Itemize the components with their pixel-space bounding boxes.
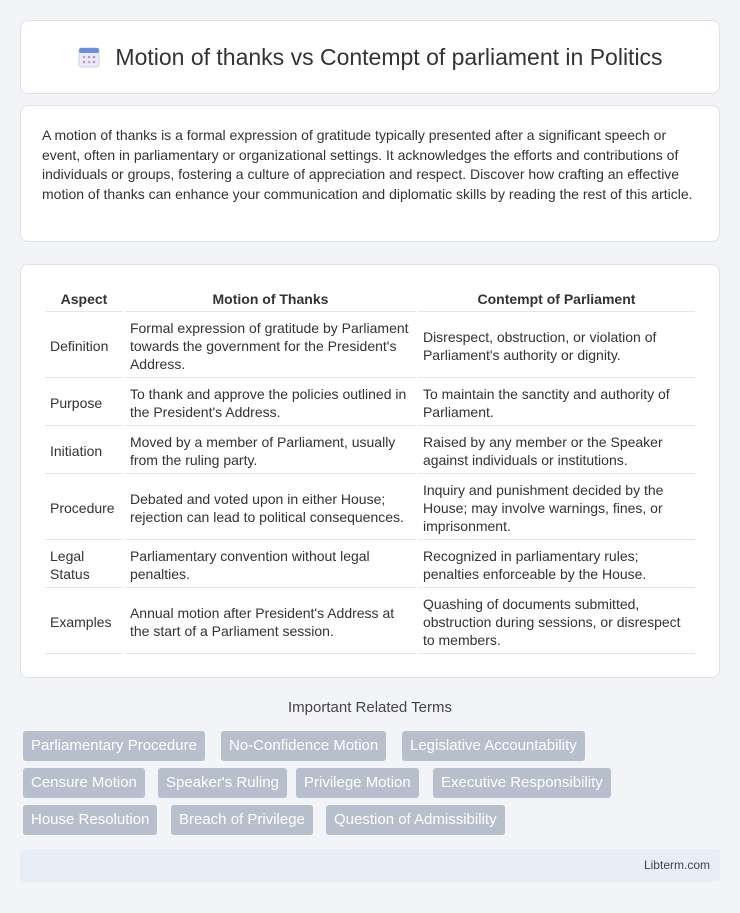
- table-row: [45, 314, 695, 378]
- tag-no-confidence-motion[interactable]: No-Confidence Motion: [221, 731, 386, 761]
- header-contempt-of-parliament: Contempt of Parliament: [418, 287, 695, 312]
- footer-brand-link[interactable]: Libterm.com: [643, 858, 710, 872]
- tag-privilege-motion[interactable]: Privilege Motion: [296, 768, 419, 798]
- intro-text: A motion of thanks is a formal expression of gratitude typically presented after a significant speech or event, often in parliamentary or organizational settings. It acknowledges the efforts and contributions of individuals or groups, fostering a culture of appreciation and respect. Discover how crafting an effective motion of thanks can enhance your communication and diplomatic skills by reading the rest of this article.: [42, 127, 693, 202]
- row-contempt: Raised by any member or the Speaker against individuals or institutions.: [418, 428, 695, 474]
- row-aspect: Definition: [45, 314, 123, 378]
- row-aspect: Purpose: [45, 380, 123, 426]
- comparison-card: [20, 264, 720, 678]
- row-aspect: Legal Status: [45, 542, 123, 588]
- row-motion-of-thanks: Moved by a member of Parliament, usually from the ruling party.: [125, 428, 416, 474]
- row-contempt: Inquiry and punishment decided by the House; may involve warnings, fines, or imprisonment.: [418, 476, 695, 540]
- row-aspect: Procedure: [45, 476, 123, 540]
- page-title: Motion of thanks vs Contempt of parliament in Politics: [115, 43, 663, 70]
- row-contempt: Quashing of documents submitted, obstruction during sessions, or disrespect to members.: [418, 590, 695, 654]
- tag-executive-responsibility[interactable]: Executive Responsibility: [433, 768, 611, 798]
- tag-legislative-accountability[interactable]: Legislative Accountability: [402, 731, 585, 761]
- row-motion-of-thanks: To thank and approve the policies outlined in the President's Address.: [125, 380, 416, 426]
- row-motion-of-thanks: Debated and voted upon in either House; rejection can lead to political consequences.: [125, 476, 416, 540]
- row-motion-of-thanks: Annual motion after President's Address at the start of a Parliament session.: [125, 590, 416, 654]
- row-aspect: Examples: [45, 590, 123, 654]
- row-aspect: Initiation: [45, 428, 123, 474]
- header-aspect: Aspect: [45, 287, 123, 312]
- row-contempt: To maintain the sanctity and authority of Parliament.: [418, 380, 695, 426]
- row-contempt: Disrespect, obstruction, or violation of Parliament's authority or dignity.: [418, 314, 695, 378]
- comparison-table: [43, 285, 697, 656]
- tag-breach-of-privilege[interactable]: Breach of Privilege: [171, 805, 313, 835]
- tag-speakers-ruling[interactable]: Speaker's Ruling: [158, 768, 287, 798]
- footer: [20, 849, 720, 882]
- table-row: [45, 380, 695, 426]
- table-row: [45, 590, 695, 654]
- row-motion-of-thanks: Parliamentary convention without legal penalties.: [125, 542, 416, 588]
- tag-parliamentary-procedure[interactable]: Parliamentary Procedure: [23, 731, 205, 761]
- tag-censure-motion[interactable]: Censure Motion: [23, 768, 145, 798]
- table-row: [45, 542, 695, 588]
- intro-card: [20, 105, 720, 242]
- header-motion-of-thanks: Motion of Thanks: [125, 287, 416, 312]
- table-header-row: [45, 287, 695, 312]
- row-motion-of-thanks: Formal expression of gratitude by Parliament towards the government for the President's Address.: [125, 314, 416, 378]
- table-row: [45, 476, 695, 540]
- tag-question-of-admissibility[interactable]: Question of Admissibility: [326, 805, 505, 835]
- related-terms-title: Important Related Terms: [288, 699, 452, 716]
- calendar-icon: [77, 45, 101, 69]
- tag-house-resolution[interactable]: House Resolution: [23, 805, 157, 835]
- table-row: [45, 428, 695, 474]
- title-card: [20, 20, 720, 94]
- row-contempt: Recognized in parliamentary rules; penalties enforceable by the House.: [418, 542, 695, 588]
